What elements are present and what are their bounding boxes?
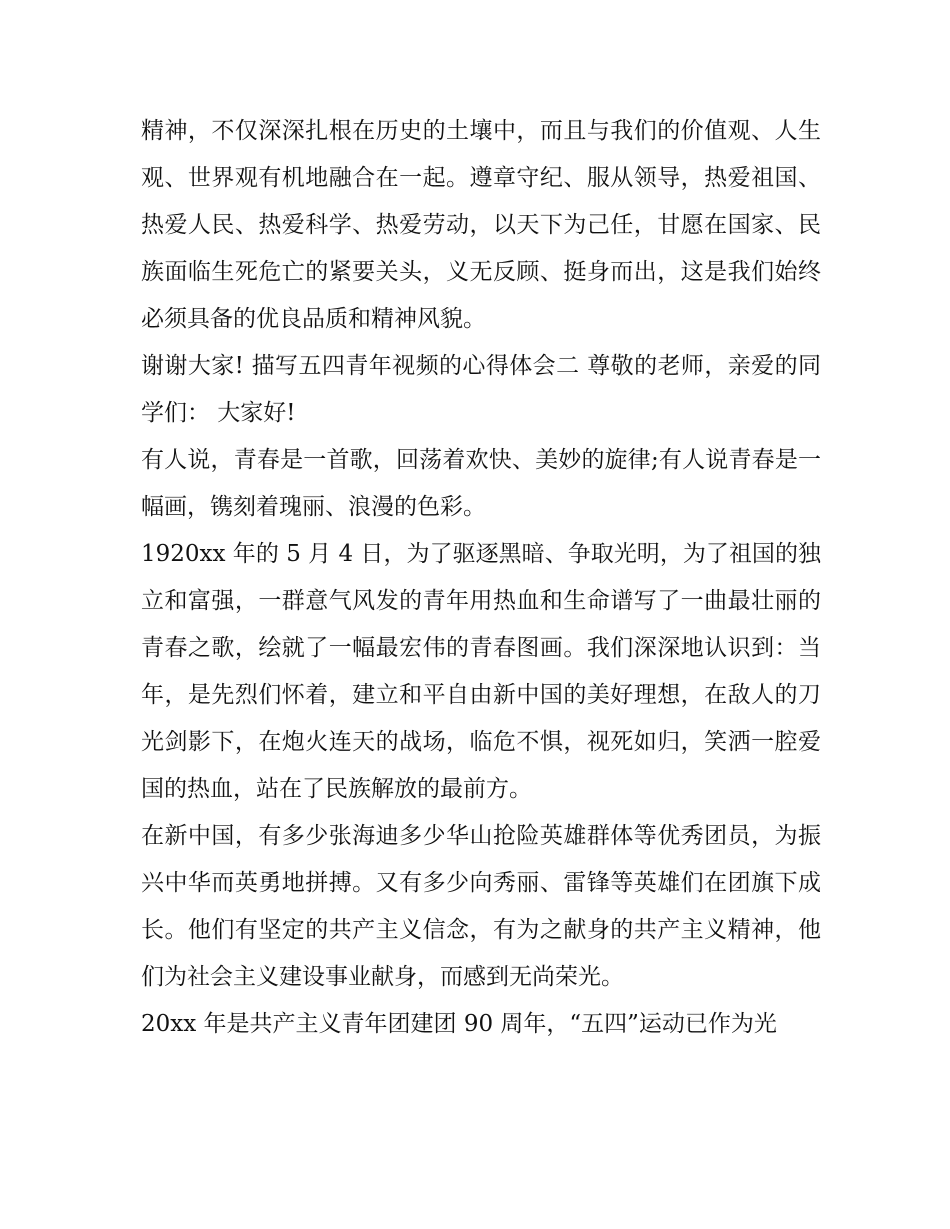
paragraph-5: 在新中国，有多少张海迪多少华山抢险英雄群体等优秀团员，为振兴中华而英勇地拼搏。又有多少向秀丽、雷锋等英雄们在团旗下成长。他们有坚定的共产主义信念，有为之献身的共产主义精神，他们为社会主义建设事业献身，而感到无尚荣光。 [141, 823, 821, 990]
paragraph-6: 20xx 年是共产主义青年团建团 90 周年，“五四”运动已作为光 [141, 1011, 777, 1037]
document-page [141, 108, 821, 1048]
paragraph-4: 1920xx 年的 5 月 4 日，为了驱逐黑暗、争取光明，为了祖国的独立和富强，一群意气风发的青年用热血和生命谱写了一曲最壮丽的青春之歌，绘就了一幅最宏伟的青春图画。我们深深地认识到：当年，是先烈们怀着，建立和平自由新中国的美好理想，在敌人的刀光剑影下，在炮火连天的战场，临危不惧，视死如归，笑洒一腔爱国的热血，站在了民族解放的最前方。 [141, 541, 821, 802]
paragraph-1: 精神，不仅深深扎根在历史的土壤中，而且与我们的价值观、人生观、世界观有机地融合在一起。遵章守纪、服从领导，热爱祖国、热爱人民、热爱科学、热爱劳动，以天下为己任，甘愿在国家、民族面临生死危亡的紧要关头，义无反顾、挺身而出，这是我们始终必须具备的优良品质和精神风貌。 [141, 118, 821, 332]
paragraph-2: 谢谢大家! 描写五四青年视频的心得体会二 尊敬的老师，亲爱的同学们： 大家好! [141, 353, 821, 426]
paragraph-3: 有人说，青春是一首歌，回荡着欢快、美妙的旋律;有人说青春是一幅画，镌刻着瑰丽、浪漫的色彩。 [141, 447, 821, 520]
